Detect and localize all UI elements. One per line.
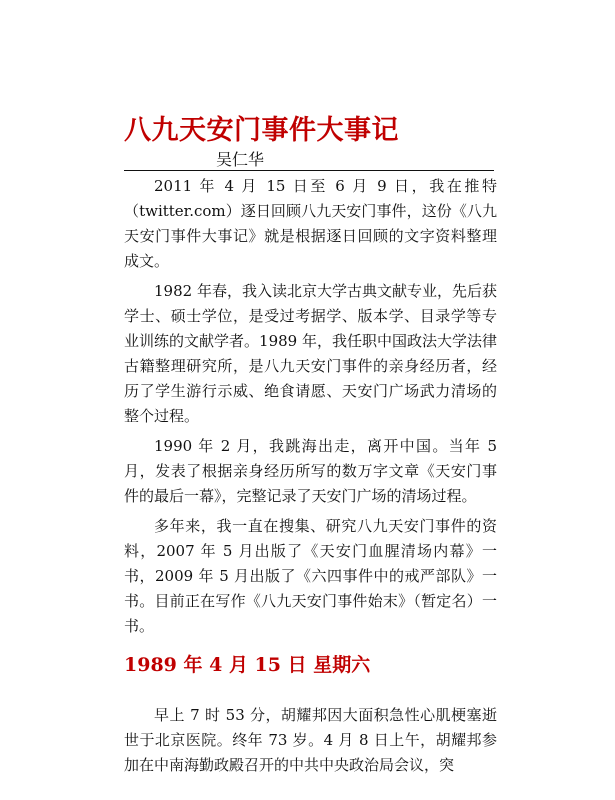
intro-paragraph-1: 2011 年 4 月 15 日至 6 月 9 日，我在推特（twitter.com）逐日回顾八九天安门事件，这份《八九天安门事件大事记》就是根据逐日回顾的文字资料整理成文。 xyxy=(124,177,497,270)
intro-paragraph-4: 多年来，我一直在搜集、研究八九天安门事件的资料，2007 年 5 月出版了《天安门血腥清场内幕》一书，2009 年 5 月出版了《六四事件中的戒严部队》一书。目前正在写作《八九天安门事件始末》（暂定名）一书。 xyxy=(124,517,497,635)
section-heading-date: 1989 年 4 月 15 日 星期六 xyxy=(124,654,371,676)
intro-paragraph-3: 1990 年 2 月，我跳海出走，离开中国。当年 5 月，发表了根据亲身经历所写的数万字文章《天安门事件的最后一幕》，完整记录了天安门广场的清场过程。 xyxy=(124,437,497,505)
title-divider xyxy=(124,170,494,171)
intro-paragraph-2: 1982 年春，我入读北京大学古典文献专业，先后获学士、硕士学位，是受过考据学、版本学、目录学等专业训练的文献学者。1989 年，我任职中国政法大学法律古籍整理研究所，是八九天安门事件的亲身经历者，经历了学生游行示威、绝食请愿、天安门广场武力清场的整个过程。 xyxy=(124,282,497,425)
author-name: 吴仁华 xyxy=(216,150,265,169)
section-paragraph: 早上 7 时 53 分，胡耀邦因大面积急性心肌梗塞逝世于北京医院。终年 73 岁。4 月 8 日上午，胡耀邦参加在中南海勤政殿召开的中共中央政治局会议，突 xyxy=(124,706,497,774)
page-title: 八九天安门事件大事记 xyxy=(124,115,399,146)
document-body xyxy=(124,174,497,783)
